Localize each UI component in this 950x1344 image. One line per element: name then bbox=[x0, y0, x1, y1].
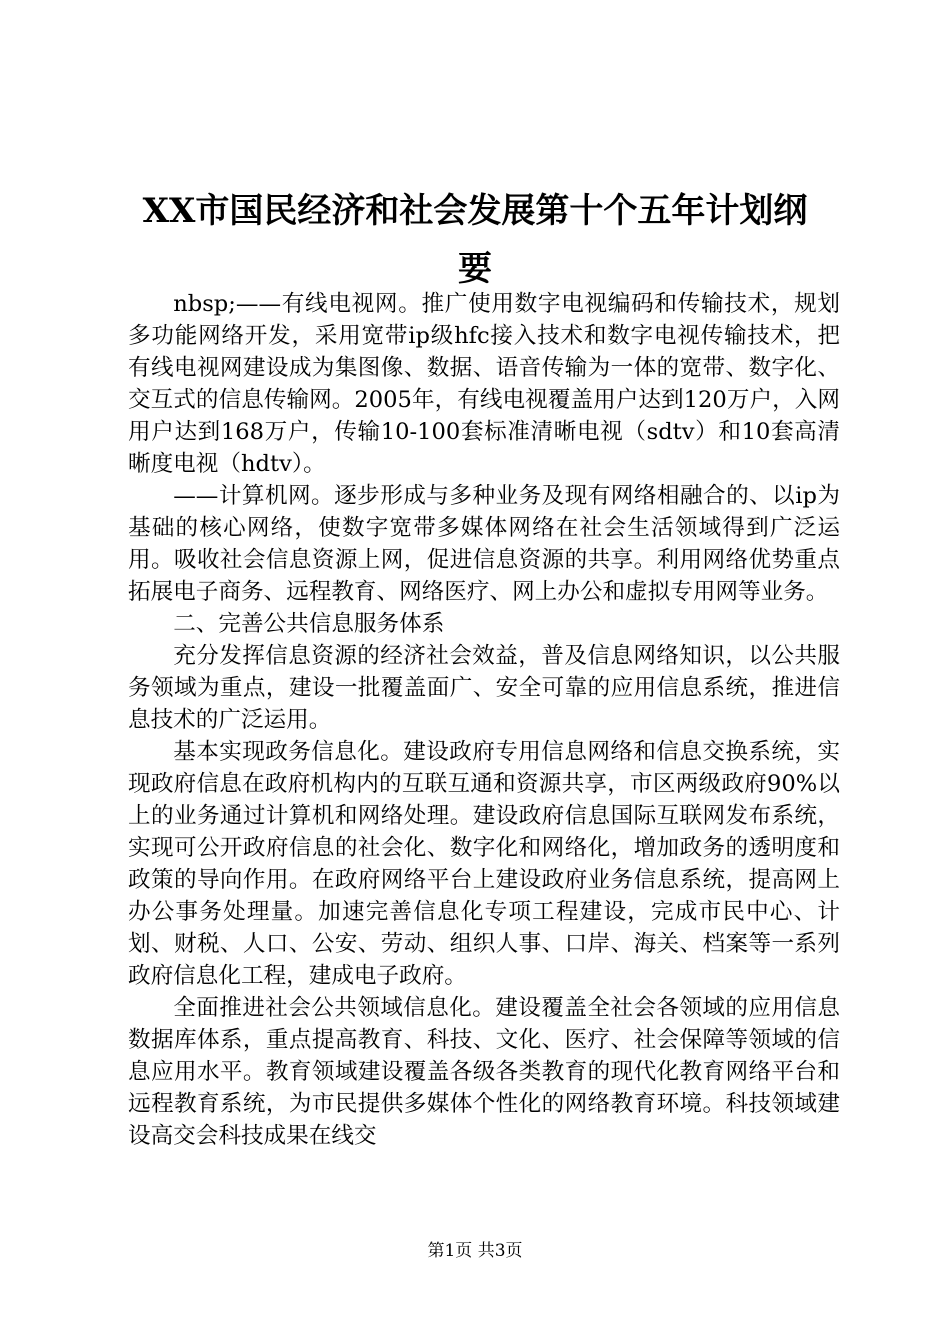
paragraph-public-sector-informatization: 全面推进社会公共领域信息化。建设覆盖全社会各领域的应用信息数据库体系，重点提高教育、科技、文化、医疗、社会保障等领域的信息应用水平。教育领域建设覆盖各级各类教育的现代化教育网络平台和远程教育系统，为市民提供多媒体个性化的网络教育环境。科技领域建设高交会科技成果在线交 bbox=[128, 995, 840, 1149]
page-number-footer: 第1页 共3页 bbox=[427, 1241, 523, 1261]
paragraph-info-resources: 充分发挥信息资源的经济社会效益，普及信息网络知识，以公共服务领域为重点，建设一批覆盖面广、安全可靠的应用信息系统，推进信息技术的广泛运用。 bbox=[128, 643, 840, 733]
document-body bbox=[128, 288, 840, 1152]
paragraph-computer-network: ——计算机网。逐步形成与多种业务及现有网络相融合的、以ip为基础的核心网络，使数字宽带多媒体网络在社会生活领域得到广泛运用。吸收社会信息资源上网，促进信息资源的共享。利用网络优势重点拓展电子商务、远程教育、网络医疗、网上办公和虚拟专用网等业务。 bbox=[128, 483, 840, 605]
section-heading-public-info-service: 二、完善公共信息服务体系 bbox=[173, 611, 445, 637]
document-title: XX市国民经济和社会发展第十个五年计划纲 bbox=[142, 191, 808, 231]
paragraph-e-government: 基本实现政务信息化。建设政府专用信息网络和信息交换系统，实现政府信息在政府机构内的互联互通和资源共享，市区两级政府90%以上的业务通过计算机和网络处理。建设政府信息国际互联网发布系统，实现可公开政府信息的社会化、数字化和网络化，增加政务的透明度和政策的导向作用。在政府网络平台上建设政府业务信息系统，提高网上办公事务处理量。加速完善信息化专项工程建设，完成市民中心、计划、财税、人口、公安、劳动、组织人事、口岸、海关、档案等一系列政府信息化工程，建成电子政府。 bbox=[128, 739, 840, 989]
paragraph-cable-tv-network: nbsp;——有线电视网。推广使用数字电视编码和传输技术，规划多功能网络开发，采用宽带ip级hfc接入技术和数字电视传输技术，把有线电视网建设成为集图像、数据、语音传输为一体的宽带、数字化、交互式的信息传输网。2005年，有线电视覆盖用户达到120万户，入网用户达到168万户，传输10-100套标准清晰电视（sdtv）和10套高清晰度电视（hdtv）。 bbox=[128, 291, 840, 477]
document-title-continued: 要 bbox=[458, 249, 492, 289]
